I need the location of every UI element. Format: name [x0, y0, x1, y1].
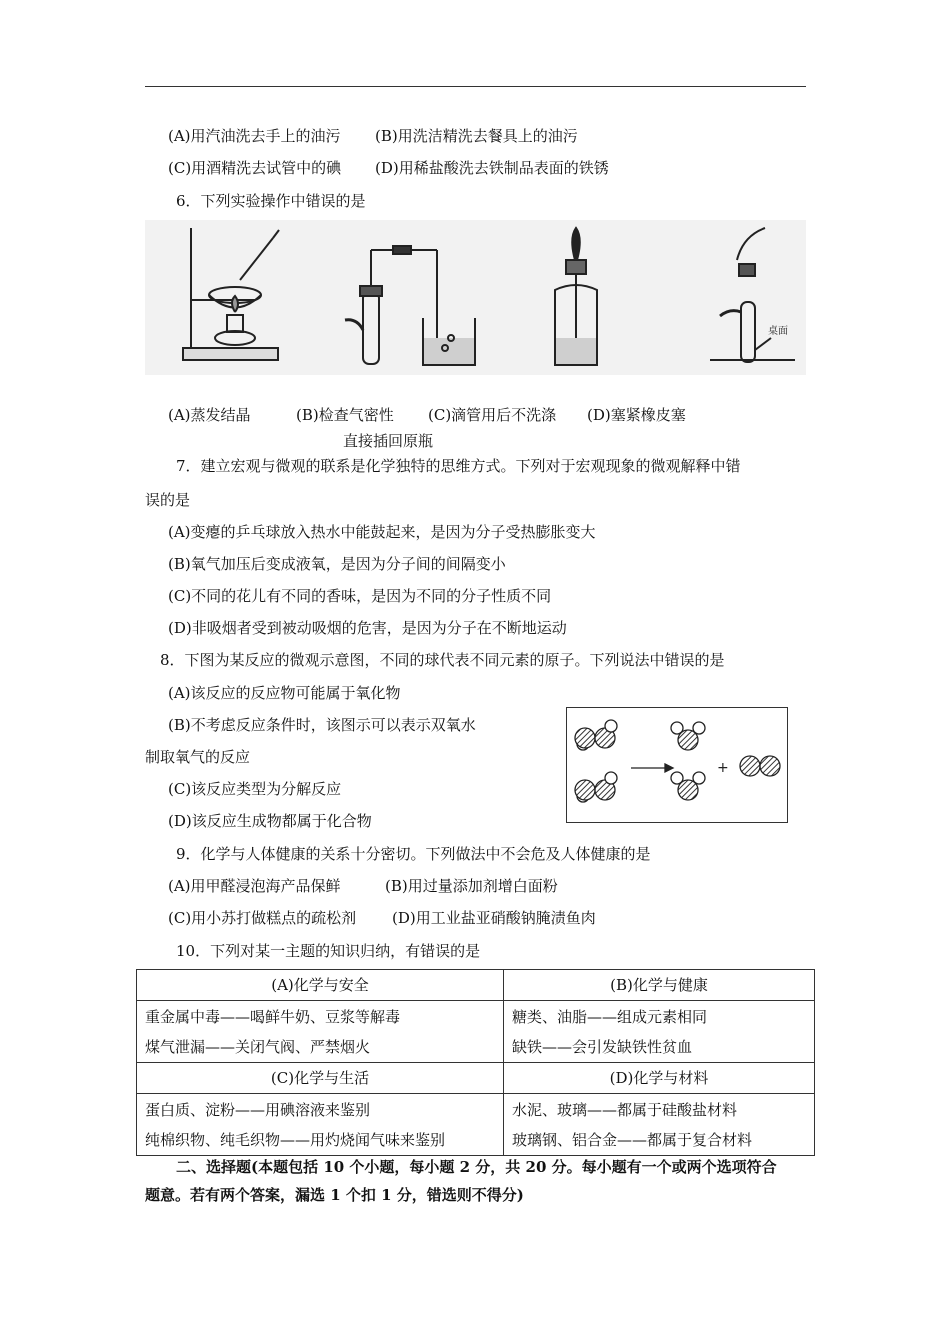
table-head-a: (A)化学与安全	[137, 970, 504, 1001]
stopper-tube	[710, 228, 795, 362]
table-b-line-1: 糖类、油脂——组成元素相同	[512, 1008, 708, 1026]
q7-option-c: (C)不同的花儿有不同的香味，是因为不同的分子性质不同	[168, 587, 552, 605]
q7-option-a: (A)变瘪的乒乓球放入热水中能鼓起来，是因为分子受热膨胀变大	[168, 523, 596, 541]
q8-option-b-cont: 制取氧气的反应	[145, 748, 251, 766]
table-head-b: (B)化学与健康	[504, 970, 815, 1001]
table-b-line-2: 缺铁——会引发缺铁性贫血	[512, 1038, 693, 1056]
q8-option-b: (B)不考虑反应条件时，该图示可以表示双氧水	[168, 716, 476, 734]
reaction-drawing	[567, 708, 787, 822]
table-a-line-1: 重金属中毒——喝鲜牛奶、豆浆等解毒	[145, 1008, 401, 1026]
table-cell-b	[504, 1001, 815, 1063]
table-c-line-2: 纯棉织物、纯毛织物——用灼烧闻气味来鉴别	[145, 1131, 446, 1149]
table-d-line-2: 玻璃钢、铝合金——都属于复合材料	[512, 1131, 753, 1149]
q8-option-c: (C)该反应类型为分解反应	[168, 780, 342, 798]
q5-option-a: (A)用汽油洗去手上的油污	[168, 127, 341, 145]
q10-knowledge-table	[136, 969, 815, 1156]
q10-stem: 10．下列对某一主题的知识归纳，有错误的是	[176, 942, 481, 960]
q6-figure-drawing	[145, 220, 806, 375]
q7-stem-cont: 误的是	[145, 491, 191, 509]
q8-stem: 8．下图为某反应的微观示意图，不同的球代表不同元素的原子。下列说法中错误的是	[160, 651, 725, 669]
section2-heading: 二、选择题(本题包括 10 个小题，每小题 2 分，共 20 分。每小题有一个或两个选项符合	[176, 1158, 777, 1176]
q9-stem: 9．化学与人体健康的关系十分密切。下列做法中不会危及人体健康的是	[176, 845, 651, 863]
q6-option-d: (D)塞紧橡皮塞	[587, 406, 686, 424]
q7-option-b: (B)氧气加压后变成液氧，是因为分子间的间隔变小	[168, 555, 506, 573]
q6-option-a: (A)蒸发结晶	[168, 406, 251, 424]
q9-option-a: (A)用甲醛浸泡海产品保鲜	[168, 877, 341, 895]
section2-heading-cont: 题意。若有两个答案，漏选 1 个扣 1 分，错选则不得分)	[145, 1186, 524, 1204]
q5-option-d: (D)用稀盐酸洗去铁制品表面的铁锈	[375, 159, 609, 177]
q9-option-b: (B)用过量添加剂增白面粉	[385, 877, 558, 895]
plus-sign: +	[717, 760, 729, 776]
table-c-line-1: 蛋白质、淀粉——用碘溶液来鉴别	[145, 1101, 371, 1119]
q6-stem: 6．下列实验操作中错误的是	[176, 192, 366, 210]
q5-option-b: (B)用洗洁精洗去餐具上的油污	[375, 127, 578, 145]
q6-option-b: (B)检查气密性	[296, 406, 394, 424]
q8-reaction-diagram	[566, 707, 788, 823]
q9-option-d: (D)用工业盐亚硝酸钠腌渍鱼肉	[392, 909, 596, 927]
airtightness-apparatus	[345, 246, 475, 365]
q8-option-a: (A)该反应的反应物可能属于氧化物	[168, 684, 401, 702]
q8-option-d: (D)该反应生成物都属于化合物	[168, 812, 372, 830]
q7-option-d: (D)非吸烟者受到被动吸烟的危害，是因为分子在不断地运动	[168, 619, 567, 637]
q9-option-c: (C)用小苏打做糕点的疏松剂	[168, 909, 357, 927]
q7-stem: 7．建立宏观与微观的联系是化学独特的思维方式。下列对于宏观现象的微观解释中错	[176, 457, 741, 475]
table-cell-d	[504, 1094, 815, 1156]
table-d-line-1: 水泥、玻璃——都属于硅酸盐材料	[512, 1101, 738, 1119]
dropper-bottle	[555, 228, 597, 365]
header-rule	[145, 86, 806, 87]
q6-option-c-cont: 直接插回原瓶	[343, 432, 434, 450]
q5-option-c: (C)用酒精洗去试管中的碘	[168, 159, 342, 177]
q6-option-c: (C)滴管用后不洗涤	[428, 406, 557, 424]
table-surface-label: 桌面	[768, 326, 788, 337]
q6-apparatus-figures	[145, 220, 806, 375]
table-head-d: (D)化学与材料	[504, 1063, 815, 1094]
table-cell-c	[137, 1094, 504, 1156]
table-cell-a	[137, 1001, 504, 1063]
table-head-c: (C)化学与生活	[137, 1063, 504, 1094]
evaporation-apparatus	[183, 228, 279, 360]
table-a-line-2: 煤气泄漏——关闭气阀、严禁烟火	[145, 1038, 371, 1056]
